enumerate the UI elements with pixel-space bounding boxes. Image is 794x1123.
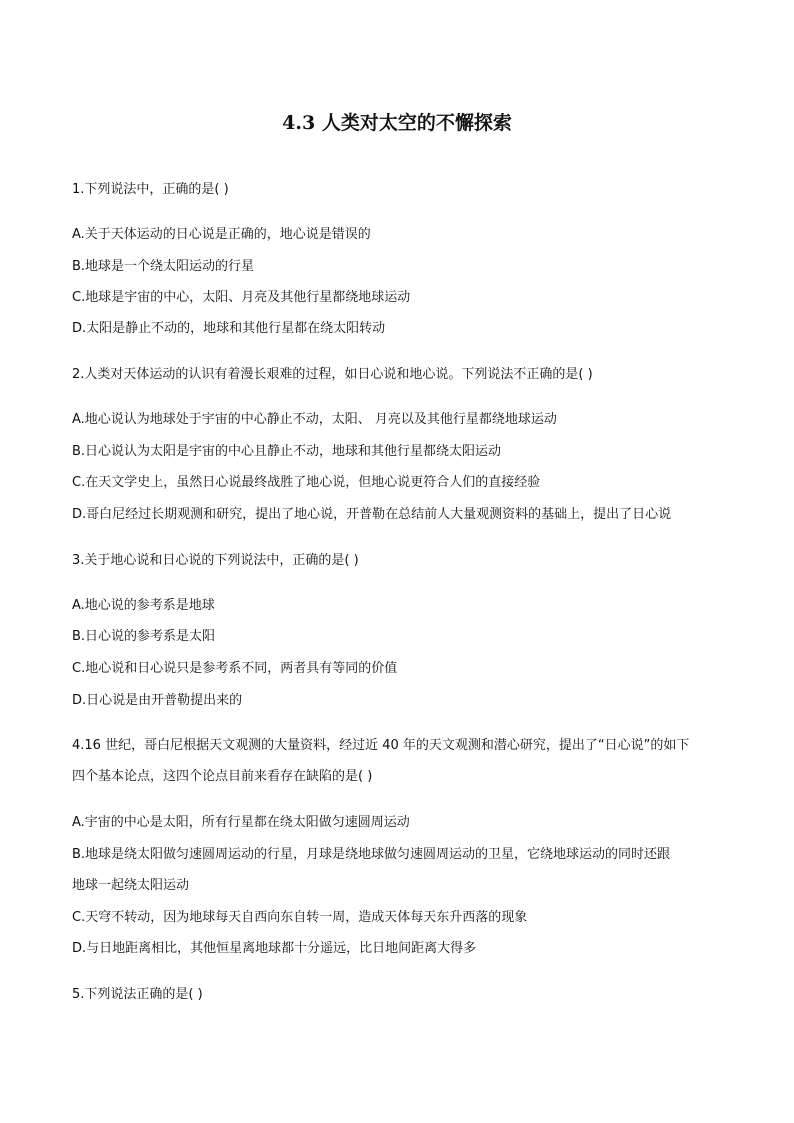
question-3-option-c: C.地心说和日心说只是参考系不同，两者具有等同的价值	[72, 661, 398, 676]
question-4-option-d: D.与日地距离相比，其他恒星离地球都十分遥远，比日地间距离大得多	[72, 941, 477, 956]
question-4-stem-line-2: 四个基本论点，这四个论点目前来看存在缺陷的是( )	[72, 769, 373, 784]
question-3-option-a: A.地心说的参考系是地球	[72, 598, 215, 613]
question-3-stem: 3.关于地心说和日心说的下列说法中，正确的是( )	[72, 553, 359, 568]
question-2-option-b: B.日心说认为太阳是宇宙的中心且静止不动，地球和其他行星都绕太阳运动	[72, 444, 502, 459]
question-1-option-a: A.关于天体运动的日心说是正确的，地心说是错误的	[72, 227, 371, 242]
question-4-option-b-continued: 地球一起绕太阳运动	[72, 878, 190, 893]
question-3-option-d: D.日心说是由开普勒提出来的	[72, 693, 243, 708]
question-1-option-d: D.太阳是静止不动的，地球和其他行星都在绕太阳转动	[72, 321, 386, 336]
question-4-stem-line-1: 4.16 世纪，哥白尼根据天文观测的大量资料，经过近 40 年的天文观测和潜心研究，提出了“日心说”的如下	[72, 738, 690, 753]
question-1-stem: 1.下列说法中，正确的是( )	[72, 182, 229, 197]
question-2-stem: 2.人类对天体运动的认识有着漫长艰难的过程，如日心说和地心说。下列说法不正确的是( )	[72, 367, 593, 382]
question-1-option-c: C.地球是宇宙的中心，太阳、月亮及其他行星都绕地球运动	[72, 290, 411, 305]
question-2-option-a: A.地心说认为地球处于宇宙的中心静止不动，太阳、 月亮以及其他行星都绕地球运动	[72, 412, 557, 427]
page-title: 4.3 人类对太空的不懈探索	[282, 112, 512, 134]
question-4-option-c: C.天穹不转动，因为地球每天自西向东自转一周，造成天体每天东升西落的现象	[72, 910, 528, 925]
question-4-option-a: A.宇宙的中心是太阳，所有行星都在绕太阳做匀速圆周运动	[72, 815, 410, 830]
question-1-option-b: B.地球是一个绕太阳运动的行星	[72, 259, 255, 274]
question-4-option-b: B.地球是绕太阳做匀速圆周运动的行星，月球是绕地球做匀速圆周运动的卫星，它绕地球运动的同时还跟	[72, 847, 671, 862]
question-3-option-b: B.日心说的参考系是太阳	[72, 629, 216, 644]
question-5-stem: 5.下列说法正确的是( )	[72, 987, 203, 1002]
question-2-option-d: D.哥白尼经过长期观测和研究，提出了地心说，开普勒在总结前人大量观测资料的基础上，提出了日心说	[72, 507, 672, 522]
question-2-option-c: C.在天文学史上，虽然日心说最终战胜了地心说，但地心说更符合人们的直接经验	[72, 475, 541, 490]
